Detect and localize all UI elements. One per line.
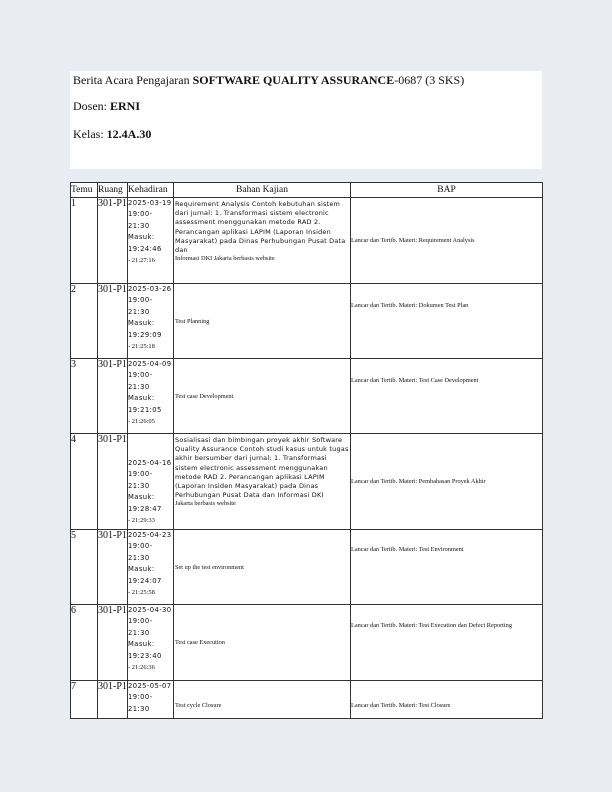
cell-bap: Lancar dan Tertib. Materi: Requirement Analysis [351, 198, 543, 284]
cell-ruang: 301-P1 [98, 681, 128, 719]
cell-bap: Lancar dan Tertib. Materi: Dokumen Test Plan [351, 284, 543, 359]
attendance-masuk-label: Masuk: [128, 640, 155, 649]
attendance-masuk-time: 19:23:40 [128, 651, 162, 660]
attendance-masuk-label: Masuk: [128, 319, 155, 328]
cell-temu: 2 [71, 284, 98, 359]
col-header-bap: BAP [351, 183, 543, 198]
table-header-row [71, 183, 543, 198]
table-row [71, 605, 543, 681]
attendance-schedule: 19:00-21:30 [128, 542, 153, 562]
table-row [71, 359, 543, 434]
bahan-text-continued: Jakarta berbasis website [175, 500, 236, 508]
attendance-masuk-time: 19:28:47 [128, 504, 162, 513]
document-header [70, 71, 542, 169]
col-header-ruang: Ruang [98, 183, 128, 198]
cell-temu: 3 [71, 359, 98, 434]
col-header-kehadiran: Kehadiran [128, 183, 174, 198]
course-title-line [73, 73, 464, 88]
attendance-masuk-label: Masuk: [128, 394, 155, 403]
attendance-date: 2025-04-23 [128, 531, 172, 539]
bahan-text-continued: Informasi DKI Jakarta berbasis website [175, 255, 275, 263]
attendance-date: 2025-04-16 [128, 459, 172, 467]
attendance-date: 2025-04-30 [128, 606, 172, 614]
attendance-masuk-time: 19:24:07 [128, 576, 162, 585]
cell-bahan-kajian [174, 434, 351, 530]
attendance-schedule: 19:00-21:30 [128, 693, 153, 713]
cell-bahan-kajian [174, 198, 351, 284]
col-header-temu: Temu [71, 183, 98, 198]
attendance-keluar-time: - 21:29:33 [128, 517, 155, 525]
cell-ruang: 301-P1 [98, 359, 128, 434]
class-line [73, 127, 151, 142]
class-label: Kelas: [73, 127, 104, 141]
cell-kehadiran [128, 434, 174, 530]
cell-bap: Lancar dan Tertib. Materi: Test Execution dan Defect Reporting [351, 605, 543, 681]
table-row [71, 284, 543, 359]
cell-bahan-kajian: Test case Development [174, 359, 351, 434]
attendance-date: 2025-05-07 [128, 682, 172, 690]
cell-bahan-kajian: Test case Execution [174, 605, 351, 681]
cell-temu: 1 [71, 198, 98, 284]
lecturer-name: ERNI [110, 99, 141, 113]
course-code: -0687 (3 SKS) [394, 73, 465, 87]
bap-table [70, 182, 543, 719]
attendance-masuk-time: 19:21:05 [128, 405, 162, 414]
cell-kehadiran [128, 359, 174, 434]
table-row [71, 681, 543, 719]
cell-temu: 7 [71, 681, 98, 719]
attendance-date: 2025-03-26 [128, 285, 172, 293]
cell-bahan-kajian: Test Planning [174, 284, 351, 359]
cell-temu: 6 [71, 605, 98, 681]
attendance-masuk-time: 19:24:46 [128, 244, 162, 253]
attendance-masuk-label: Masuk: [128, 493, 155, 502]
cell-kehadiran [128, 605, 174, 681]
cell-bap: Lancar dan Tertib. Materi: Pembahasan Proyek Akhir [351, 434, 543, 530]
cell-ruang: 301-P1 [98, 605, 128, 681]
attendance-schedule: 19:00-21:30 [128, 470, 153, 490]
attendance-schedule: 19:00-21:30 [128, 296, 153, 316]
cell-temu: 4 [71, 434, 98, 530]
bahan-text: Sosialisasi dan bimbingan proyek akhir Software Quality Assurance Contoh studi kasus untuk tugas akhir bersumber dari jurnal: 1. Transformasi sistem electronic assessment menggunakan metode RAD 2. Perancangan aplikasi LAPIM (Laporan Insiden Masyarakat) pada Dinas Perhubungan Pusat Data dan Informasi DKI [175, 436, 349, 500]
cell-ruang: 301-P1 [98, 434, 128, 530]
attendance-keluar-time: - 21:25:58 [128, 589, 155, 597]
cell-ruang: 301-P1 [98, 284, 128, 359]
attendance-keluar-time: - 21:26:36 [128, 664, 155, 672]
class-name: 12.4A.30 [106, 127, 152, 141]
attendance-keluar-time: - 21:25:18 [128, 343, 155, 351]
cell-bap: Lancar dan Tertib. Materi: Test Case Development [351, 359, 543, 434]
cell-bahan-kajian: Test cycle Closure [174, 681, 351, 719]
cell-kehadiran [128, 284, 174, 359]
cell-bap: Lancar dan Tertib. Materi: Test Environment [351, 530, 543, 605]
table-row [71, 434, 543, 530]
attendance-keluar-time: - 21:27:16 [128, 257, 155, 265]
cell-temu: 5 [71, 530, 98, 605]
attendance-schedule: 19:00-21:30 [128, 617, 153, 637]
attendance-keluar-time: - 21:26:05 [128, 418, 155, 426]
attendance-date: 2025-03-19 [128, 199, 172, 207]
col-header-bahan-kajian: Bahan Kajian [174, 183, 351, 198]
attendance-masuk-label: Masuk: [128, 565, 155, 574]
cell-kehadiran [128, 530, 174, 605]
table-row [71, 530, 543, 605]
cell-ruang: 301-P1 [98, 198, 128, 284]
attendance-schedule: 19:00-21:30 [128, 210, 153, 230]
cell-kehadiran [128, 681, 174, 719]
cell-kehadiran [128, 198, 174, 284]
attendance-masuk-time: 19:29:09 [128, 330, 162, 339]
table-row [71, 198, 543, 284]
lecturer-label: Dosen: [73, 99, 107, 113]
bahan-text: Requirement Analysis Contoh kebutuhan sistem dari jurnal: 1. Transformasi sistem electronic assessment menggunakan metode RAD 2. Perancangan aplikasi LAPIM (Laporan Insiden Masyarakat) pada Dinas Perhubungan Pusat Data dan [175, 200, 346, 255]
cell-bap: Lancar dan Tertib. Materi: Test Closure [351, 681, 543, 719]
cell-ruang: 301-P1 [98, 530, 128, 605]
attendance-schedule: 19:00-21:30 [128, 371, 153, 391]
cell-bahan-kajian: Set up the test environment [174, 530, 351, 605]
attendance-masuk-label: Masuk: [128, 233, 155, 242]
attendance-date: 2025-04-09 [128, 360, 172, 368]
course-name: SOFTWARE QUALITY ASSURANCE [192, 73, 395, 87]
lecturer-line [73, 99, 140, 114]
title-prefix: Berita Acara Pengajaran [73, 73, 190, 87]
